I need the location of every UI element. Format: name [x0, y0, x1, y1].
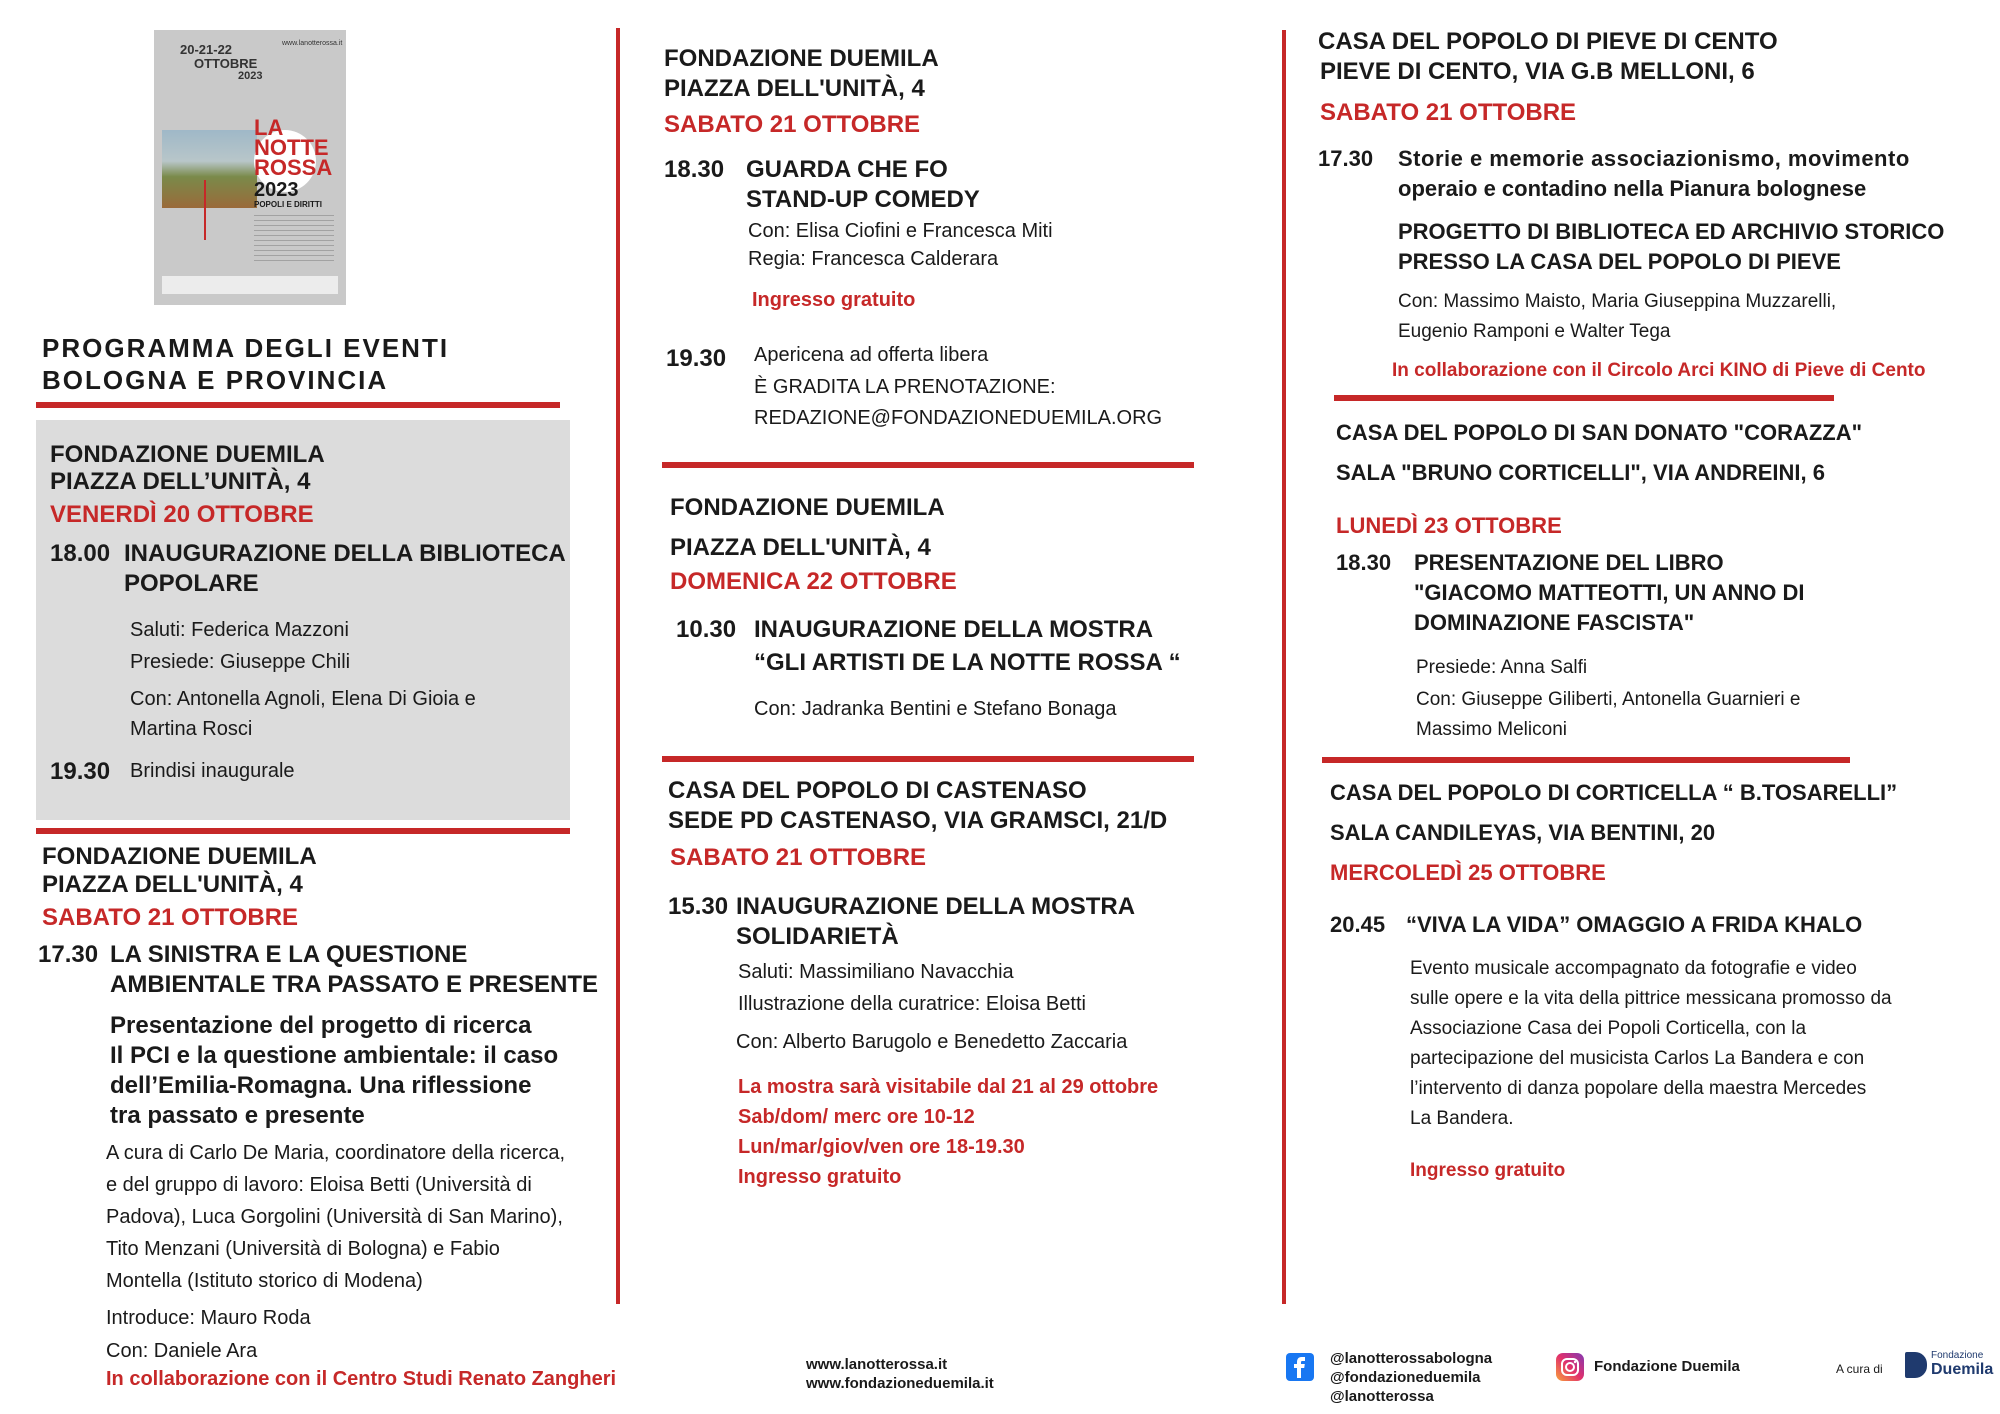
event-title: "GIACOMO MATTEOTTI, UN ANNO DI [1414, 580, 1805, 605]
venue: FONDAZIONE DUEMILA [42, 843, 317, 870]
event-time: 17.30 [1318, 146, 1374, 171]
event-con: Con: Alberto Barugolo e Benedetto Zaccaria [736, 1031, 1128, 1053]
event-date: SABATO 21 OTTOBRE [42, 904, 299, 931]
poster-thumbnail [154, 30, 346, 305]
event-cura: A cura di Carlo De Maria, coordinatore della ricerca, [106, 1142, 566, 1164]
event-cura: Montella (Istituto storico di Modena) [106, 1270, 423, 1292]
poster-title-2: NOTTE [254, 135, 329, 160]
event-con: Eugenio Ramponi e Walter Tega [1398, 321, 1671, 342]
event-subtitle: PRESSO LA CASA DEL POPOLO DI PIEVE [1398, 249, 1841, 274]
address: PIAZZA DELL'UNITÀ, 4 [670, 534, 931, 561]
divider-col1-mid [36, 828, 570, 834]
event-title: SOLIDARIETÀ [736, 923, 899, 950]
event-info: Ingresso gratuito [738, 1166, 902, 1188]
program-title-line2: BOLOGNA E PROVINCIA [42, 365, 389, 395]
event-subtitle: dell’Emilia-Romagna. Una riflessione [110, 1072, 532, 1099]
event-date: LUNEDÌ 23 OTTOBRE [1336, 513, 1562, 538]
address: PIEVE DI CENTO, VIA G.B MELLONI, 6 [1320, 58, 1755, 85]
event-description: l’intervento di danza popolare della maestra Mercedes [1410, 1078, 1867, 1099]
event-time: 17.30 [38, 941, 99, 968]
venue: FONDAZIONE DUEMILA [50, 441, 325, 468]
event-subtitle: Presentazione del progetto di ricerca [110, 1012, 532, 1039]
event-title: AMBIENTALE TRA PASSATO E PRESENTE [110, 971, 599, 998]
event-title: PRESENTAZIONE DEL LIBRO [1414, 550, 1724, 575]
event-introduce: Introduce: Mauro Roda [106, 1307, 311, 1329]
address: SEDE PD CASTENASO, VIA GRAMSCI, 21/D [668, 807, 1168, 834]
event-date: SABATO 21 OTTOBRE [1320, 99, 1577, 126]
event-con: Martina Rosci [130, 718, 253, 740]
event-title: “VIVA LA VIDA” OMAGGIO A FRIDA KHALO [1406, 912, 1863, 937]
event-title: Storie e memorie associazionismo, movimento [1398, 146, 1910, 171]
facebook-handle[interactable]: @lanotterossabologna [1330, 1350, 1493, 1367]
event-title: GUARDA CHE FO [746, 156, 948, 183]
event-date: VENERDÌ 20 OTTOBRE [50, 501, 314, 528]
instagram-icon[interactable] [1556, 1353, 1584, 1381]
instagram-handle[interactable]: Fondazione Duemila [1594, 1358, 1740, 1375]
event-time: 18.30 [1336, 550, 1392, 575]
event-title: LA SINISTRA E LA QUESTIONE [110, 941, 468, 968]
logo-text-2: Duemila [1931, 1361, 1994, 1378]
event-description: sulle opere e la vita della pittrice messicana promosso da [1410, 988, 1892, 1009]
event-email[interactable]: REDAZIONE@FONDAZIONEDUEMILA.ORG [754, 407, 1163, 429]
event-title: operaio e contadino nella Pianura bolognese [1398, 176, 1867, 201]
curated-by-label: A cura di [1836, 1362, 1883, 1376]
venue: CASA DEL POPOLO DI CORTICELLA “ B.TOSARELLI” [1330, 780, 1898, 805]
event-con: Con: Jadranka Bentini e Stefano Bonaga [754, 698, 1117, 720]
event-title: DOMINAZIONE FASCISTA" [1414, 610, 1695, 635]
event-description: Evento musicale accompagnato da fotografie e video [1410, 958, 1857, 979]
event-collaboration: In collaborazione con il Centro Studi Renato Zangheri [106, 1368, 617, 1390]
fondazione-duemila-logo [1905, 1350, 1997, 1384]
event-cura: Padova), Luca Gorgolini (Università di San Marino), [106, 1206, 563, 1228]
event-con: Con: Daniele Ara [106, 1340, 258, 1362]
venue: CASA DEL POPOLO DI SAN DONATO "CORAZZA" [1336, 420, 1863, 445]
poster-month: OTTOBRE [194, 56, 258, 71]
address: SALA "BRUNO CORTICELLI", VIA ANDREINI, 6 [1336, 460, 1825, 485]
divider-col3-2 [1322, 757, 1850, 763]
event-time: 18.30 [664, 156, 725, 183]
event-presiede: Presiede: Anna Salfi [1416, 657, 1588, 678]
event-description: La Bandera. [1410, 1108, 1514, 1129]
poster-year: 2023 [238, 70, 263, 82]
venue: CASA DEL POPOLO DI CASTENASO [668, 777, 1087, 804]
event-cura: e del gruppo di lavoro: Eloisa Betti (Università di [106, 1174, 532, 1196]
poster-dates: 20-21-22 [180, 42, 233, 57]
event-description: Associazione Casa dei Popoli Corticella, con la [1410, 1018, 1807, 1039]
event-time: 20.45 [1330, 912, 1386, 937]
event-time: 18.00 [50, 540, 111, 567]
event-presiede: Presiede: Giuseppe Chili [130, 651, 351, 673]
program-title-line1: PROGRAMMA DEGLI EVENTI [42, 333, 450, 363]
divider-col2-1 [662, 462, 1194, 468]
event-title: POPOLARE [124, 570, 259, 597]
event-apericena: Apericena ad offerta libera [754, 344, 989, 366]
event-cura: Tito Menzani (Università di Bologna) e Fabio [106, 1238, 500, 1260]
address: SALA CANDILEYAS, VIA BENTINI, 20 [1330, 820, 1716, 845]
event-title: Brindisi inaugurale [130, 760, 295, 782]
event-description: partecipazione del musicista Carlos La Bandera e con [1410, 1048, 1865, 1069]
event-subtitle: Il PCI e la questione ambientale: il caso [110, 1042, 559, 1069]
event-date: MERCOLEDÌ 25 OTTOBRE [1330, 860, 1606, 885]
event-date: SABATO 21 OTTOBRE [664, 111, 921, 138]
website-link[interactable]: www.fondazioneduemila.it [806, 1375, 994, 1392]
poster-red-stripe [204, 180, 206, 240]
event-info: Lun/mar/giov/ven ore 18-19.30 [738, 1136, 1025, 1158]
venue: FONDAZIONE DUEMILA [670, 494, 945, 521]
event-ingresso: Ingresso gratuito [752, 289, 916, 311]
event-time: 19.30 [666, 345, 727, 372]
event-prenotazione: È GRADITA LA PRENOTAZIONE: [754, 376, 1056, 398]
event-title: INAUGURAZIONE DELLA MOSTRA [736, 893, 1136, 920]
column-divider-left [616, 28, 620, 1304]
divider-col2-2 [662, 756, 1194, 762]
poster-title-1: LA [254, 115, 284, 140]
poster-photo [162, 130, 257, 208]
facebook-icon[interactable] [1286, 1353, 1314, 1381]
poster-subtitle: POPOLI E DIRITTI [254, 200, 323, 209]
event-title: INAUGURAZIONE DELLA MOSTRA [754, 616, 1154, 643]
poster-website: www.lanotterossa.it [282, 40, 343, 47]
event-saluti: Saluti: Federica Mazzoni [130, 619, 349, 641]
facebook-handle[interactable]: @lanotterossa [1330, 1388, 1434, 1405]
event-info: Sab/dom/ merc ore 10-12 [738, 1106, 975, 1128]
event-title: INAUGURAZIONE DELLA BIBLIOTECA [124, 540, 566, 567]
poster-title-3: ROSSA [254, 155, 333, 180]
venue: CASA DEL POPOLO DI PIEVE DI CENTO [1318, 28, 1778, 55]
event-con: Con: Giuseppe Giliberti, Antonella Guarnieri e [1416, 689, 1801, 710]
poster-footer-strip [162, 276, 338, 294]
address: PIAZZA DELL’UNITÀ, 4 [50, 468, 311, 495]
event-con: Massimo Meliconi [1416, 719, 1567, 740]
event-regia: Regia: Francesca Calderara [748, 248, 999, 270]
event-ingresso: Ingresso gratuito [1410, 1160, 1566, 1181]
address: PIAZZA DELL'UNITÀ, 4 [664, 75, 925, 102]
event-subtitle: PROGETTO DI BIBLIOTECA ED ARCHIVIO STORICO [1398, 219, 1945, 244]
event-time: 19.30 [50, 758, 111, 785]
poster-text-block [254, 215, 334, 265]
event-date: DOMENICA 22 OTTOBRE [670, 568, 957, 595]
column-divider-right [1282, 30, 1286, 1304]
divider-col3-1 [1334, 395, 1834, 401]
divider-col1-top [36, 402, 560, 408]
event-illustrazione: Illustrazione della curatrice: Eloisa Betti [738, 993, 1086, 1015]
event-con: Con: Antonella Agnoli, Elena Di Gioia e [130, 688, 476, 710]
event-title: STAND-UP COMEDY [746, 186, 980, 213]
website-link[interactable]: www.lanotterossa.it [806, 1356, 948, 1373]
event-con: Con: Elisa Ciofini e Francesca Miti [748, 220, 1053, 242]
event-time: 10.30 [676, 616, 737, 643]
address: PIAZZA DELL'UNITÀ, 4 [42, 871, 303, 898]
venue: FONDAZIONE DUEMILA [664, 45, 939, 72]
event-time: 15.30 [668, 893, 729, 920]
event-saluti: Saluti: Massimiliano Navacchia [738, 961, 1014, 983]
event-date: SABATO 21 OTTOBRE [670, 844, 927, 871]
logo-text-1: Fondazione [1931, 1350, 1984, 1361]
event-subtitle: tra passato e presente [110, 1102, 365, 1129]
event-collaboration: In collaborazione con il Circolo Arci KINO di Pieve di Cento [1392, 360, 1926, 381]
event-title: “GLI ARTISTI DE LA NOTTE ROSSA “ [754, 649, 1181, 676]
event-info: La mostra sarà visitabile dal 21 al 29 ottobre [738, 1076, 1159, 1098]
event-con: Con: Massimo Maisto, Maria Giuseppina Muzzarelli, [1398, 291, 1837, 312]
poster-title-year: 2023 [254, 179, 299, 201]
facebook-handle[interactable]: @fondazioneduemila [1330, 1369, 1481, 1386]
logo-mark [1905, 1352, 1927, 1378]
